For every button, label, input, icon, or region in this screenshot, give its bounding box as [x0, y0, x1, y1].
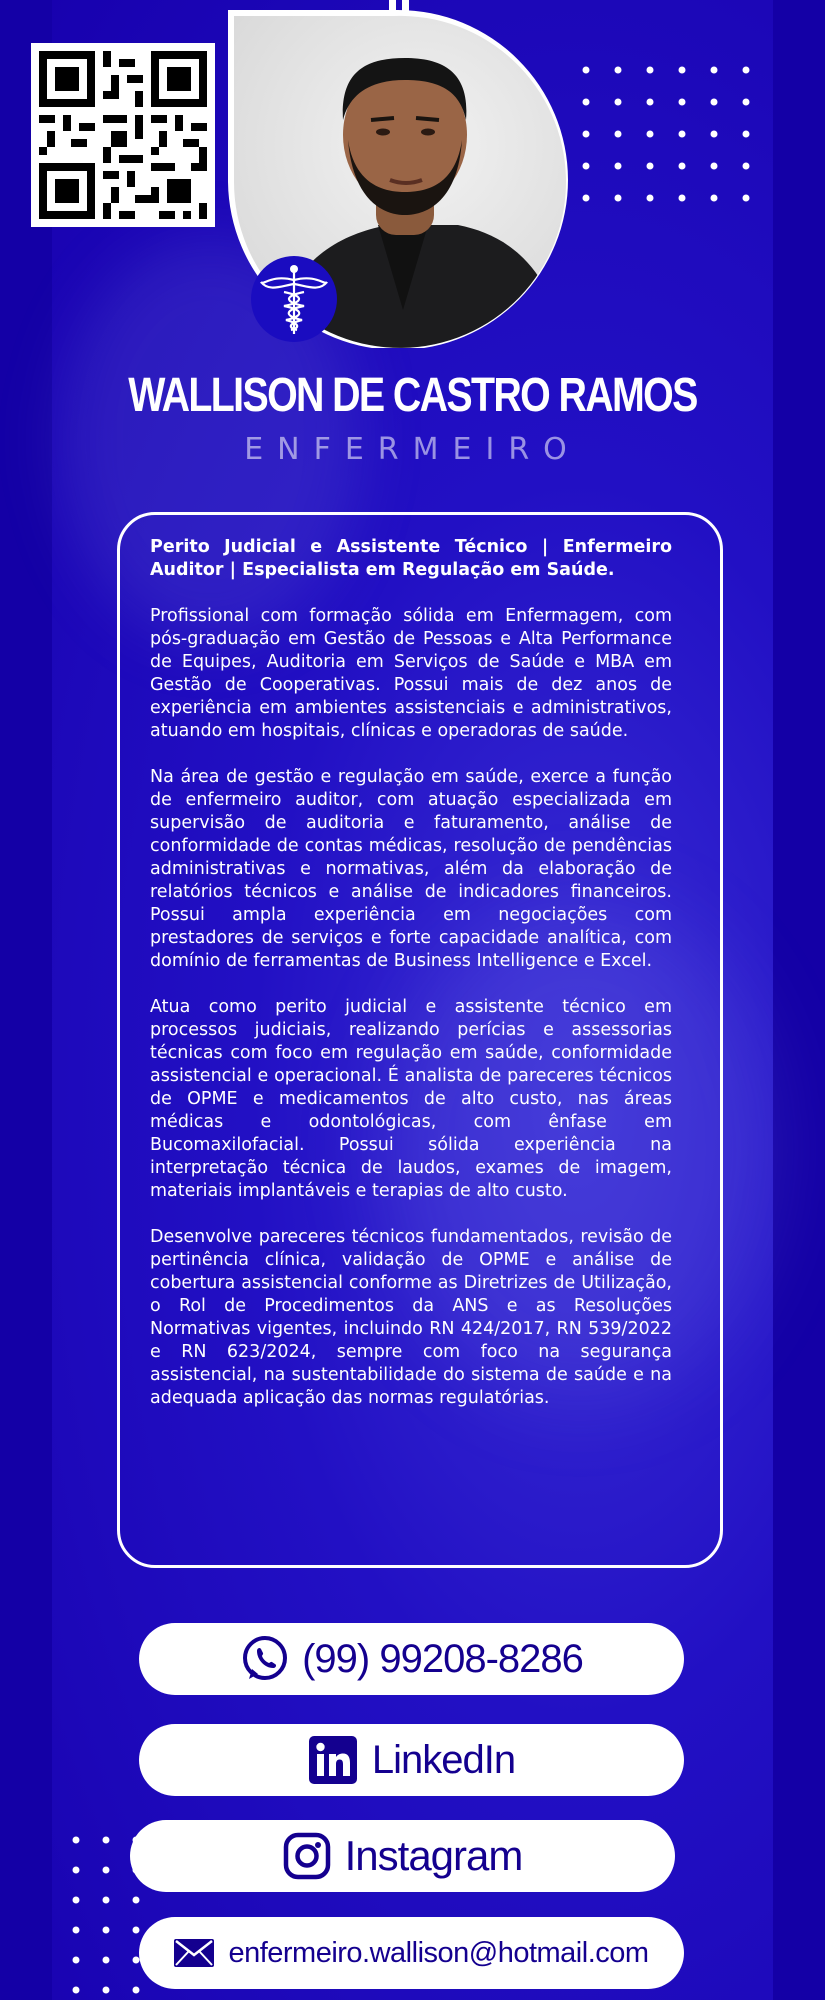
phone-number: (99) 99208-8286	[302, 1636, 583, 1681]
linkedin-button[interactable]	[139, 1724, 684, 1796]
instagram-button[interactable]	[130, 1820, 675, 1892]
instagram-icon	[283, 1832, 331, 1880]
envelope-icon	[174, 1939, 214, 1967]
email-address: enfermeiro.wallison@hotmail.com	[228, 1936, 649, 1969]
bio-paragraph: Atua como perito judicial e assistente técnico em processos judiciais, realizando perícias e assessorias técnicas com foco em regulação em saúde, conformidade assistencial e operacional. É analista de pareceres técnicos de OPME e medicamentos de alto custo, nas áreas médicas e odontológicas, com ênfase em Bucomaxilofacial. Possui sólida experiência na interpretação técnica de laudos, exames de imagem, materiais implantáveis e terapias de alto custo.	[150, 997, 672, 1201]
whatsapp-button[interactable]	[139, 1623, 684, 1695]
qr-code[interactable]	[31, 43, 215, 227]
linkedin-label: LinkedIn	[371, 1737, 516, 1782]
email-button[interactable]	[139, 1917, 684, 1989]
right-border-band	[773, 0, 825, 2000]
bio-text	[150, 536, 672, 1433]
caduceus-icon	[251, 256, 337, 342]
left-border-band	[0, 0, 52, 2000]
linkedin-icon	[308, 1735, 358, 1785]
person-role: ENFERMEIRO	[244, 432, 581, 467]
dot-grid-decoration	[578, 62, 758, 232]
bio-paragraph: Desenvolve pareceres técnicos fundamentados, revisão de pertinência clínica, validação de OPME e análise de cobertura assistencial conforme as Diretrizes de Utilização, o Rol de Procedimentos da ANS e as Resoluções Normativas vigentes, incluindo RN 424/2017, RN 539/2022 e RN 623/2024, sempre com foco na segurança assistencial, na sustentabilidade do sistema de saúde e na adequada aplicação das normas regulatórias.	[150, 1227, 672, 1408]
bio-paragraph: Na área de gestão e regulação em saúde, exerce a função de enfermeiro auditor, com atuação especializada em supervisão de auditoria e faturamento, análise de conformidade de contas médicas, resolução de pendências administrativas e normativas, além da elaboração de relatórios técnicos e análise de indicadores financeiros. Possui ampla experiência em negociações com prestadores de serviços e forte capacidade analítica, com domínio de ferramentas de Business Intelligence e Excel.	[150, 767, 672, 971]
person-name: WALLISON DE CASTRO RAMOS	[128, 369, 697, 422]
bio-headline: Perito Judicial e Assistente Técnico | Enfermeiro Auditor | Especialista em Regulação em Saúde.	[150, 537, 672, 580]
bio-paragraph: Profissional com formação sólida em Enfermagem, com pós-graduação em Gestão de Pessoas e Alta Performance de Equipes, Auditoria em Serviços de Saúde e MBA em Gestão de Cooperativas. Possui mais de dez anos de experiência em ambientes assistenciais e administrativos, atuando em hospitais, clínicas e operadoras de saúde.	[150, 606, 672, 741]
instagram-label: Instagram	[344, 1832, 523, 1879]
qr-code-pattern	[39, 51, 207, 219]
whatsapp-icon	[240, 1634, 290, 1684]
